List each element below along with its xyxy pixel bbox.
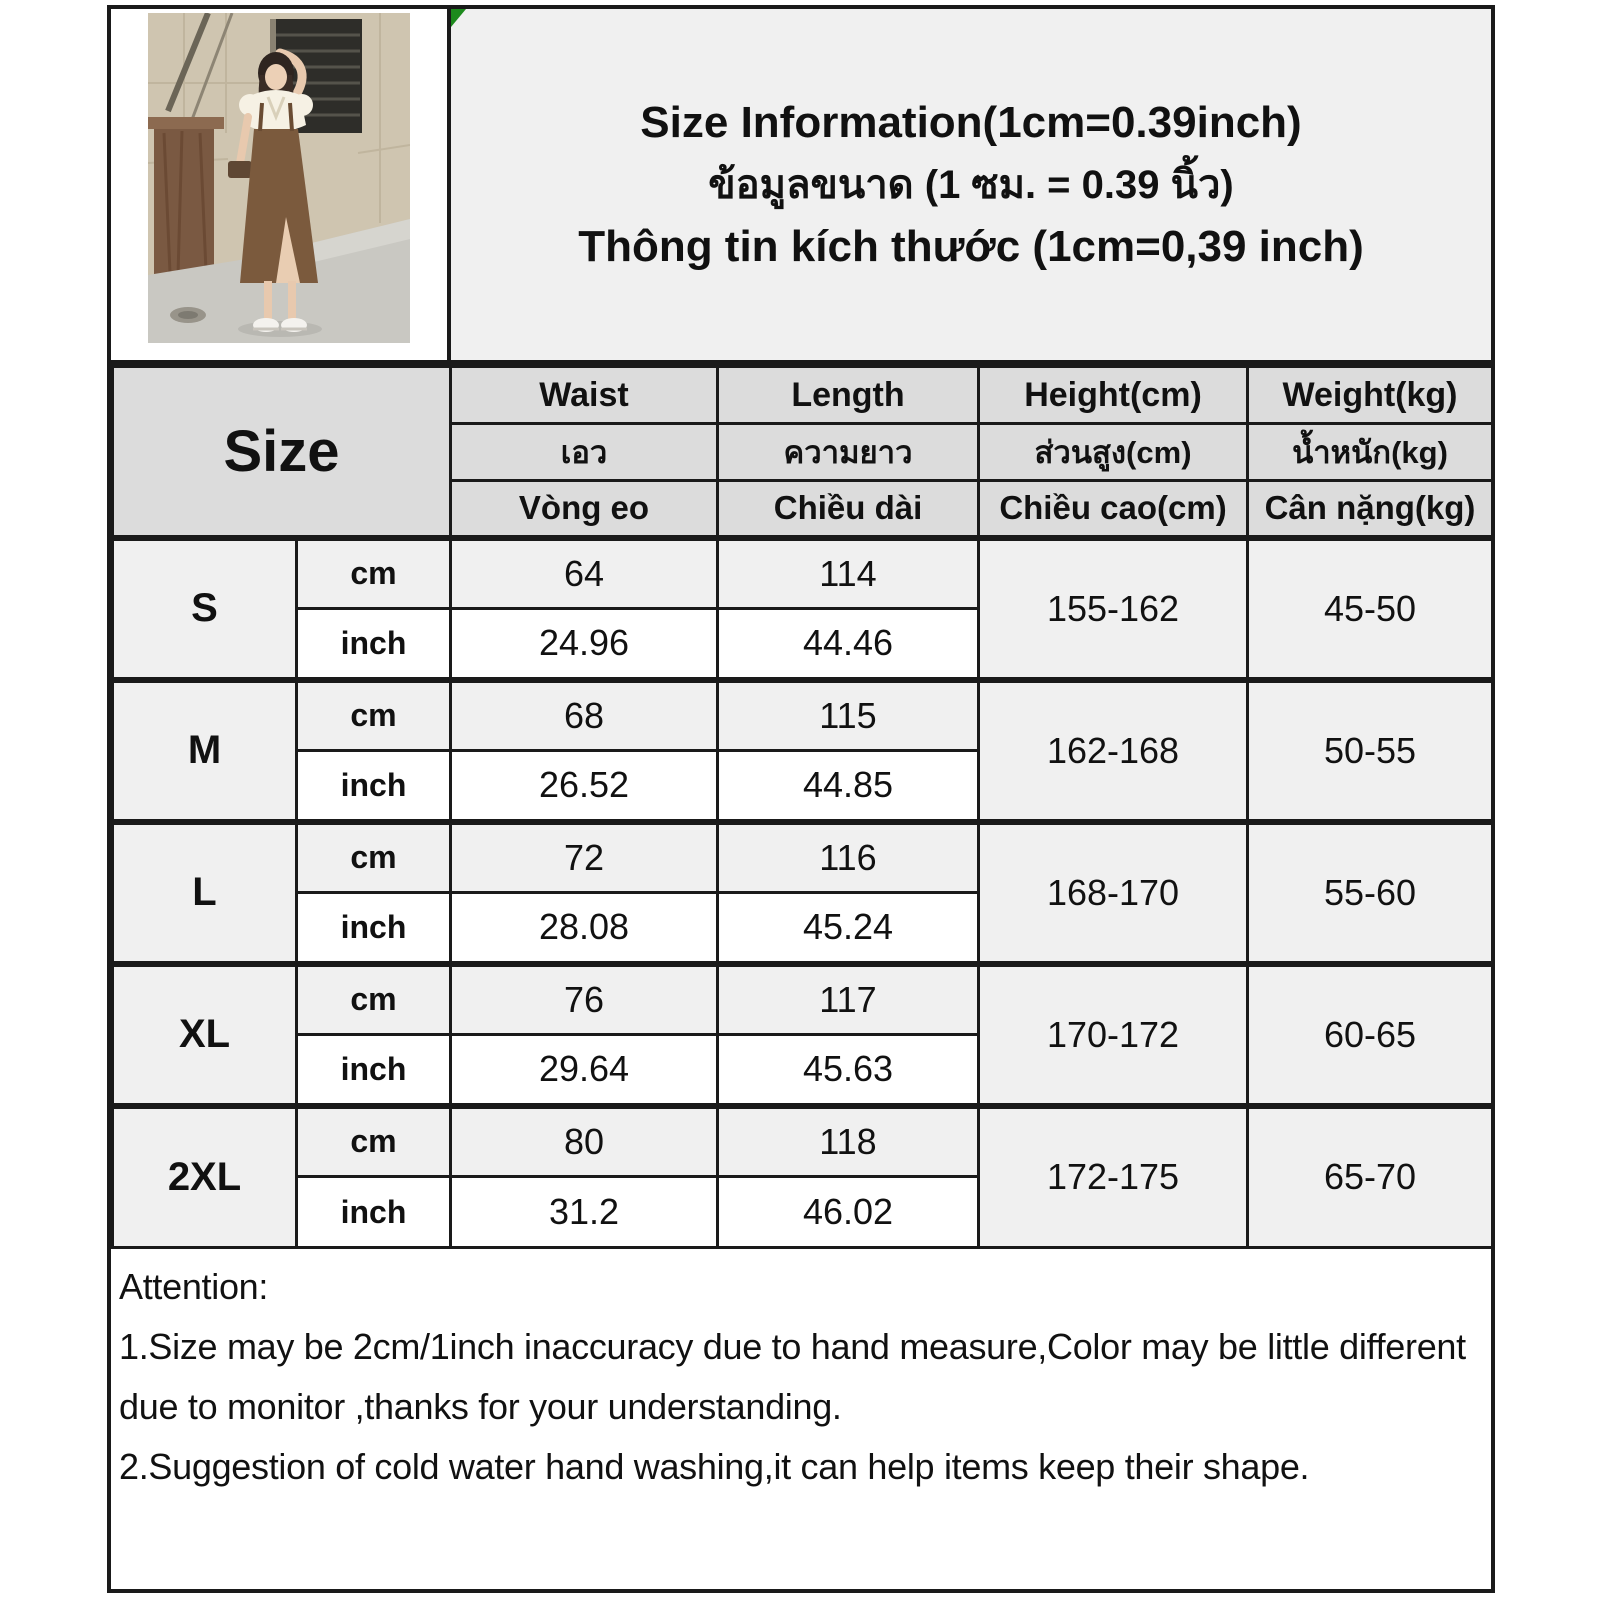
col-header-length-en: Length xyxy=(718,367,979,424)
product-photo xyxy=(148,13,410,343)
waist-value: 64 xyxy=(451,538,718,609)
header-section xyxy=(111,9,1491,365)
header-row-en xyxy=(113,367,1493,424)
col-header-waist-en: Waist xyxy=(451,367,718,424)
attention-note-2: 2.Suggestion of cold water hand washing,it can help items keep their shape. xyxy=(119,1446,1310,1487)
size-header-label: Size xyxy=(113,367,451,538)
row-xl-cm xyxy=(113,964,1493,1035)
size-chart-sheet xyxy=(107,5,1495,1593)
unit-cell: inch xyxy=(297,751,451,822)
row-l-cm xyxy=(113,822,1493,893)
col-header-height-en: Height(cm) xyxy=(979,367,1248,424)
attention-title: Attention: xyxy=(119,1266,269,1307)
waist-value: 26.52 xyxy=(451,751,718,822)
unit-cell: inch xyxy=(297,1035,451,1106)
waist-value: 29.64 xyxy=(451,1035,718,1106)
length-value: 116 xyxy=(718,822,979,893)
height-range: 172-175 xyxy=(979,1106,1248,1248)
row-s-cm xyxy=(113,538,1493,609)
unit-cell: inch xyxy=(297,1177,451,1248)
size-cell: M xyxy=(113,680,297,822)
unit-cell: cm xyxy=(297,964,451,1035)
height-range: 170-172 xyxy=(979,964,1248,1106)
waist-value: 31.2 xyxy=(451,1177,718,1248)
waist-value: 76 xyxy=(451,964,718,1035)
height-range: 155-162 xyxy=(979,538,1248,680)
waist-value: 24.96 xyxy=(451,609,718,680)
attention-section xyxy=(111,1249,1491,1589)
product-photo-cell xyxy=(111,9,451,360)
unit-cell: cm xyxy=(297,822,451,893)
green-corner-marker xyxy=(451,9,466,27)
length-value: 45.63 xyxy=(718,1035,979,1106)
weight-range: 50-55 xyxy=(1248,680,1493,822)
weight-range: 55-60 xyxy=(1248,822,1493,964)
length-value: 118 xyxy=(718,1106,979,1177)
col-header-weight-vi: Cân nặng(kg) xyxy=(1248,481,1493,538)
col-header-weight-th: น้ำหนัก(kg) xyxy=(1248,424,1493,481)
floor-drain-inner xyxy=(178,311,198,319)
weight-range: 65-70 xyxy=(1248,1106,1493,1248)
size-cell: L xyxy=(113,822,297,964)
col-header-height-th: ส่วนสูง(cm) xyxy=(979,424,1248,481)
col-header-waist-th: เอว xyxy=(451,424,718,481)
waist-value: 28.08 xyxy=(451,893,718,964)
length-value: 44.46 xyxy=(718,609,979,680)
col-header-waist-vi: Vòng eo xyxy=(451,481,718,538)
waist-value: 68 xyxy=(451,680,718,751)
unit-cell: cm xyxy=(297,538,451,609)
unit-cell: inch xyxy=(297,609,451,680)
col-header-weight-en: Weight(kg) xyxy=(1248,367,1493,424)
weight-range: 60-65 xyxy=(1248,964,1493,1106)
row-m-cm xyxy=(113,680,1493,751)
length-value: 46.02 xyxy=(718,1177,979,1248)
size-title-en: Size Information(1cm=0.39inch) xyxy=(640,97,1302,147)
length-value: 115 xyxy=(718,680,979,751)
attention-note-1: 1.Size may be 2cm/1inch inaccuracy due to hand measure,Color may be little different due to monitor ,thanks for your understanding. xyxy=(119,1326,1466,1427)
size-title-vi: Thông tin kích thước (1cm=0,39 inch) xyxy=(578,221,1364,271)
col-header-length-vi: Chiều dài xyxy=(718,481,979,538)
length-value: 45.24 xyxy=(718,893,979,964)
unit-cell: cm xyxy=(297,1106,451,1177)
size-cell: S xyxy=(113,538,297,680)
size-cell: 2XL xyxy=(113,1106,297,1248)
waist-value: 80 xyxy=(451,1106,718,1177)
size-table xyxy=(111,365,1494,1249)
row-2xl-cm xyxy=(113,1106,1493,1177)
weight-range: 45-50 xyxy=(1248,538,1493,680)
pillar xyxy=(148,117,224,277)
length-value: 44.85 xyxy=(718,751,979,822)
height-range: 168-170 xyxy=(979,822,1248,964)
waist-value: 72 xyxy=(451,822,718,893)
unit-cell: inch xyxy=(297,893,451,964)
length-value: 117 xyxy=(718,964,979,1035)
size-title-th: ข้อมูลขนาด (1 ซม. = 0.39 นิ้ว) xyxy=(708,162,1234,207)
title-cell xyxy=(451,9,1491,360)
size-cell: XL xyxy=(113,964,297,1106)
col-header-length-th: ความยาว xyxy=(718,424,979,481)
unit-cell: cm xyxy=(297,680,451,751)
length-value: 114 xyxy=(718,538,979,609)
col-header-height-vi: Chiều cao(cm) xyxy=(979,481,1248,538)
height-range: 162-168 xyxy=(979,680,1248,822)
